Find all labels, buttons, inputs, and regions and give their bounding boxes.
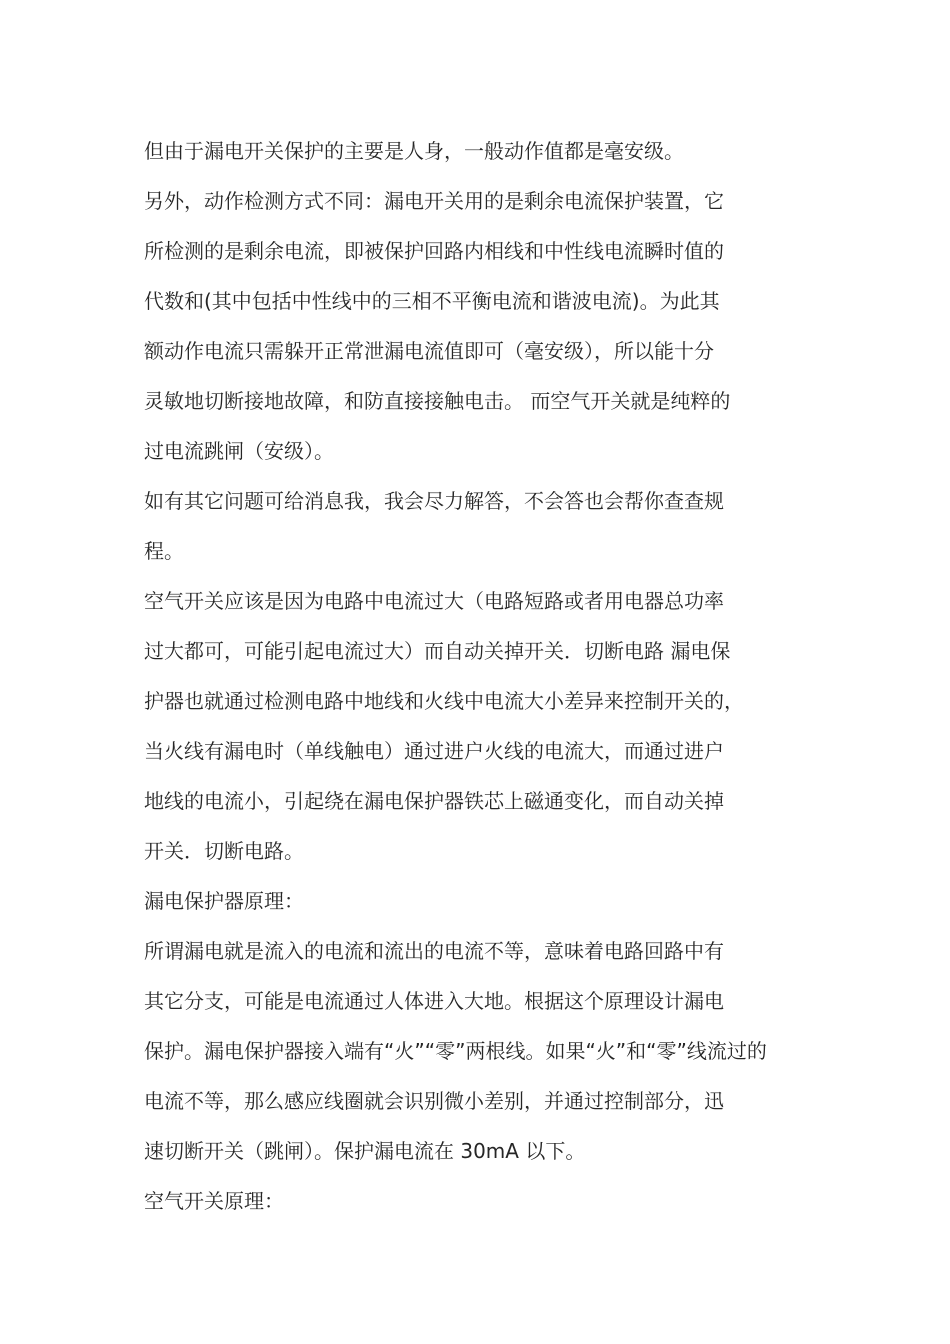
text-line: 电流不等，那么感应线圈就会识别微小差别，并通过控制部分，迅 (144, 1089, 724, 1113)
text-line: 灵敏地切断接地故障，和防直接接触电击。 而空气开关就是纯粹的 (144, 389, 731, 413)
document-body (144, 126, 834, 1226)
text-line: 空气开关应该是因为电路中电流过大（电路短路或者用电器总功率 (144, 589, 724, 613)
text-line: 但由于漏电开关保护的主要是人身，一般动作值都是毫安级。 (144, 139, 684, 163)
text-line: 开关．切断电路。 (144, 839, 304, 863)
text-line: 护器也就通过检测电路中地线和火线中电流大小差异来控制开关的， (144, 689, 744, 713)
text-line: 过大都可，可能引起电流过大）而自动关掉开关．切断电路 漏电保 (144, 639, 731, 663)
text-line: 额动作电流只需躲开正常泄漏电流值即可（毫安级），所以能十分 (144, 339, 714, 363)
text-line: 保护。漏电保护器接入端有“火”“零”两根线。如果“火”和“零”线流过的 (144, 1039, 767, 1063)
text-line: 另外，动作检测方式不同：漏电开关用的是剩余电流保护装置，它 (144, 189, 724, 213)
text-line: 其它分支，可能是电流通过人体进入大地。根据这个原理设计漏电 (144, 989, 724, 1013)
section-heading: 空气开关原理： (144, 1189, 284, 1213)
text-line: 过电流跳闸（安级）。 (144, 439, 334, 463)
text-line: 如有其它问题可给消息我，我会尽力解答，不会答也会帮你查查规 (144, 489, 724, 513)
text-line: 程。 (144, 539, 184, 563)
text-line: 速切断开关（跳闸）。保护漏电流在 30mA 以下。 (144, 1139, 586, 1163)
text-line: 所谓漏电就是流入的电流和流出的电流不等，意味着电路回路中有 (144, 939, 724, 963)
text-line: 所检测的是剩余电流，即被保护回路内相线和中性线电流瞬时值的 (144, 239, 724, 263)
section-heading: 漏电保护器原理： (144, 889, 304, 913)
text-line: 地线的电流小，引起绕在漏电保护器铁芯上磁通变化，而自动关掉 (144, 789, 724, 813)
text-line: 代数和(其中包括中性线中的三相不平衡电流和谐波电流)。为此其 (144, 289, 720, 313)
text-line: 当火线有漏电时（单线触电）通过进户火线的电流大，而通过进户 (144, 739, 724, 763)
